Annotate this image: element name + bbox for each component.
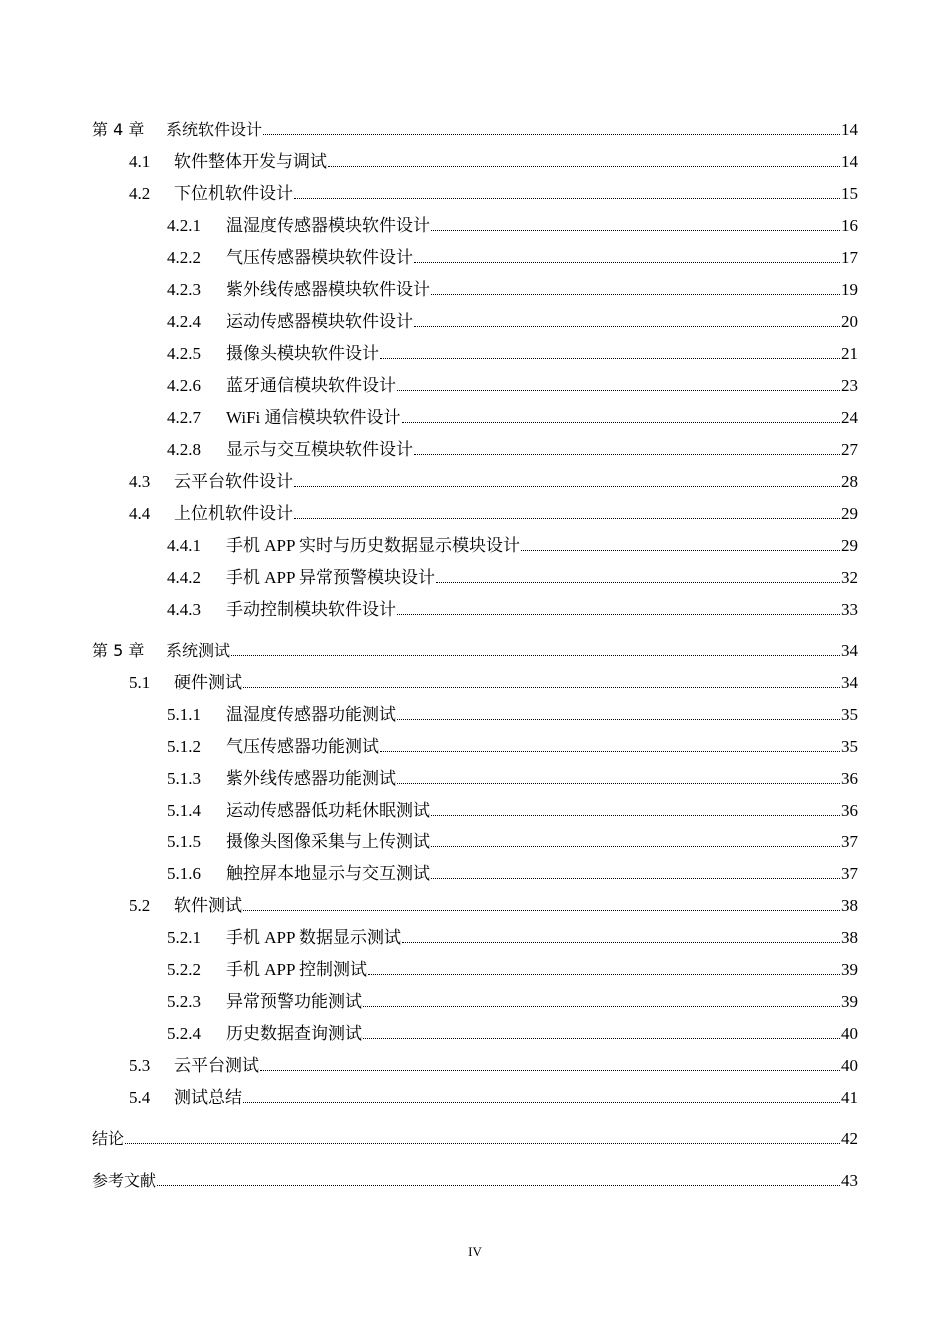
dot-leader	[243, 1102, 840, 1103]
toc-entry-page: 36	[841, 769, 858, 788]
toc-entry-page: 35	[841, 737, 858, 756]
toc-entry[interactable]	[0, 735, 950, 759]
toc-entry-number: 4.2.8	[167, 440, 201, 459]
toc-entry-title: 显示与交互模块软件设计	[226, 440, 413, 459]
toc-entry[interactable]	[0, 1054, 950, 1078]
toc-entry[interactable]	[0, 830, 950, 854]
toc-entry-number: 4.4.3	[167, 600, 201, 619]
toc-entry-page: 40	[841, 1056, 858, 1075]
dot-leader	[431, 815, 840, 816]
dot-leader	[431, 846, 840, 847]
toc-entry-title: 手机 APP 控制测试	[226, 960, 368, 979]
toc-entry-title: WiFi 通信模块软件设计	[226, 408, 401, 427]
toc-entry-title: 软件测试	[174, 896, 242, 915]
toc-entry-page: 39	[841, 960, 858, 979]
toc-entry[interactable]	[0, 342, 950, 366]
toc-entry-page: 37	[841, 832, 858, 851]
toc-entry-page: 42	[841, 1129, 858, 1148]
toc-entry-page: 32	[841, 568, 858, 587]
dot-leader	[380, 358, 840, 359]
toc-entry-page: 41	[841, 1088, 858, 1107]
toc-entry-title: 异常预警功能测试	[226, 992, 362, 1011]
toc-entry-number: 5.3	[129, 1056, 151, 1075]
toc-entry-number: 5.1.2	[167, 737, 201, 756]
dot-leader	[243, 910, 840, 911]
page-number: IV	[468, 1244, 482, 1259]
dot-leader	[231, 655, 840, 656]
toc-entry-title: 系统测试	[166, 641, 231, 660]
toc-entry-page: 36	[841, 801, 858, 820]
toc-entry-number: 5.2.1	[167, 928, 201, 947]
toc-entry[interactable]	[0, 671, 950, 695]
toc-entry-number: 5.2.4	[167, 1024, 201, 1043]
dot-leader	[431, 294, 840, 295]
toc-entry-title: 硬件测试	[174, 673, 242, 692]
toc-entry-page: 43	[841, 1171, 858, 1190]
toc-entry[interactable]	[0, 470, 950, 494]
toc-entry-number: 5.4	[129, 1088, 151, 1107]
toc-entry-page: 28	[841, 472, 858, 491]
toc-entry-page: 17	[841, 248, 858, 267]
toc-entry-title: 摄像头模块软件设计	[226, 344, 379, 363]
toc-entry[interactable]	[0, 862, 950, 886]
toc-entry[interactable]	[0, 438, 950, 462]
dot-leader	[243, 687, 840, 688]
toc-entry-number: 5.1	[129, 673, 151, 692]
toc-entry-page: 39	[841, 992, 858, 1011]
toc-entry[interactable]	[0, 310, 950, 334]
toc-entry-number: 4.4.1	[167, 536, 201, 555]
toc-entry[interactable]	[0, 990, 950, 1014]
toc-entry[interactable]	[0, 214, 950, 238]
toc-entry-number: 5.1.4	[167, 801, 201, 820]
toc-entry-page: 20	[841, 312, 858, 331]
toc-entry-page: 24	[841, 408, 858, 427]
dot-leader	[431, 230, 840, 231]
toc-entry-page: 19	[841, 280, 858, 299]
toc-entry-title: 运动传感器模块软件设计	[226, 312, 413, 331]
toc-entry-number: 4.2.3	[167, 280, 201, 299]
toc-entry-number: 5.1.6	[167, 864, 201, 883]
toc-entry-title: 触控屏本地显示与交互测试	[226, 864, 430, 883]
toc-entry[interactable]	[0, 1022, 950, 1046]
toc-entry-page: 33	[841, 600, 858, 619]
dot-leader	[436, 582, 840, 583]
toc-entry-number: 4.2.6	[167, 376, 201, 395]
toc-entry[interactable]	[0, 118, 950, 142]
toc-entry-title: 测试总结	[174, 1088, 242, 1107]
toc-entry[interactable]	[0, 926, 950, 950]
dot-leader	[328, 166, 840, 167]
toc-entry-number: 5.2	[129, 896, 151, 915]
toc-entry-page: 23	[841, 376, 858, 395]
dot-leader	[402, 422, 840, 423]
toc-entry-page: 34	[841, 641, 858, 660]
toc-entry-page: 40	[841, 1024, 858, 1043]
toc-entry-page: 14	[841, 152, 858, 171]
toc-entry[interactable]	[0, 894, 950, 918]
toc-entry[interactable]	[0, 799, 950, 823]
toc-entry-title: 下位机软件设计	[174, 184, 293, 203]
toc-entry-page: 27	[841, 440, 858, 459]
dot-leader	[521, 550, 840, 551]
toc-entry[interactable]	[0, 502, 950, 526]
toc-entry-page: 38	[841, 896, 858, 915]
dot-leader	[294, 518, 840, 519]
dot-leader	[414, 454, 840, 455]
toc-entry-title: 云平台软件设计	[174, 472, 293, 491]
toc-entry-title: 紫外线传感器模块软件设计	[226, 280, 430, 299]
toc-entry[interactable]	[0, 566, 950, 590]
toc-entry-page: 29	[841, 536, 858, 555]
dot-leader	[368, 974, 840, 975]
dot-leader	[125, 1143, 840, 1144]
toc-entry-page: 34	[841, 673, 858, 692]
toc-entry-page: 37	[841, 864, 858, 883]
toc-entry-number: 4.2.7	[167, 408, 201, 427]
toc-entry-title: 气压传感器模块软件设计	[226, 248, 413, 267]
toc-entry-title: 手机 APP 实时与历史数据显示模块设计	[226, 536, 521, 555]
toc-entry-number: 4.2.1	[167, 216, 201, 235]
toc-entry-number: 4.4	[129, 504, 151, 523]
dot-leader	[397, 719, 840, 720]
dot-leader	[363, 1006, 840, 1007]
dot-leader	[363, 1038, 840, 1039]
toc-entry-number: 5.2.3	[167, 992, 201, 1011]
dot-leader	[397, 783, 840, 784]
toc-entry[interactable]	[0, 1127, 950, 1151]
toc-entry[interactable]	[0, 246, 950, 270]
dot-leader	[414, 326, 840, 327]
toc-entry-number: 5.1.5	[167, 832, 201, 851]
dot-leader	[431, 878, 840, 879]
toc-entry[interactable]	[0, 598, 950, 622]
dot-leader	[260, 1070, 840, 1071]
toc-entry-title: 上位机软件设计	[174, 504, 293, 523]
toc-entry-number: 5.1.1	[167, 705, 201, 724]
toc-entry-number: 4.3	[129, 472, 151, 491]
toc-entry[interactable]	[0, 278, 950, 302]
toc-entry-title: 软件整体开发与调试	[174, 152, 327, 171]
toc-entry-page: 16	[841, 216, 858, 235]
toc-entry-page: 21	[841, 344, 858, 363]
toc-entry[interactable]	[0, 1086, 950, 1110]
dot-leader	[380, 751, 840, 752]
toc-entry-number: 5.1.3	[167, 769, 201, 788]
toc-entry-title: 手机 APP 异常预警模块设计	[226, 568, 436, 587]
dot-leader	[414, 262, 840, 263]
toc-entry-number: 第 4 章	[92, 120, 145, 139]
toc-entry-page: 35	[841, 705, 858, 724]
toc-entry-title: 紫外线传感器功能测试	[226, 769, 396, 788]
toc-entry-title: 运动传感器低功耗休眠测试	[226, 801, 430, 820]
toc-entry-title: 手动控制模块软件设计	[226, 600, 396, 619]
toc-entry[interactable]	[0, 374, 950, 398]
dot-leader	[402, 942, 840, 943]
toc-entry-page: 14	[841, 120, 858, 139]
toc-entry-number: 4.2.5	[167, 344, 201, 363]
dot-leader	[397, 390, 840, 391]
toc-entry-number: 4.2	[129, 184, 151, 203]
toc-entry-title: 结论	[92, 1129, 125, 1148]
toc-entry[interactable]	[0, 182, 950, 206]
dot-leader	[263, 134, 840, 135]
toc-entry-page: 29	[841, 504, 858, 523]
toc-entry-number: 4.2.4	[167, 312, 201, 331]
toc-entry-page: 15	[841, 184, 858, 203]
toc-entry-title: 系统软件设计	[166, 120, 263, 139]
toc-entry-number: 第 5 章	[92, 641, 145, 660]
dot-leader	[294, 486, 840, 487]
toc-entry-number: 4.4.2	[167, 568, 201, 587]
toc-entry[interactable]	[0, 1169, 950, 1193]
toc-entry[interactable]	[0, 703, 950, 727]
toc-entry[interactable]	[0, 767, 950, 791]
toc-entry-title: 温湿度传感器功能测试	[226, 705, 396, 724]
toc-entry-number: 4.1	[129, 152, 151, 171]
toc-entry-title: 温湿度传感器模块软件设计	[226, 216, 430, 235]
toc-entry[interactable]	[0, 534, 950, 558]
toc-entry[interactable]	[0, 406, 950, 430]
toc-entry-number: 4.2.2	[167, 248, 201, 267]
toc-entry-title: 参考文献	[92, 1171, 157, 1190]
dot-leader	[397, 614, 840, 615]
toc-entry-number: 5.2.2	[167, 960, 201, 979]
dot-leader	[157, 1185, 840, 1186]
toc-entry-title: 气压传感器功能测试	[226, 737, 379, 756]
toc-entry[interactable]	[0, 639, 950, 663]
toc-entry-title: 历史数据查询测试	[226, 1024, 362, 1043]
toc-entry-page: 38	[841, 928, 858, 947]
toc-entry[interactable]	[0, 150, 950, 174]
toc-entry-title: 手机 APP 数据显示测试	[226, 928, 402, 947]
toc-entry-title: 摄像头图像采集与上传测试	[226, 832, 430, 851]
toc-entry-title: 云平台测试	[174, 1056, 259, 1075]
toc-entry-title: 蓝牙通信模块软件设计	[226, 376, 396, 395]
dot-leader	[294, 198, 840, 199]
toc-entry[interactable]	[0, 958, 950, 982]
